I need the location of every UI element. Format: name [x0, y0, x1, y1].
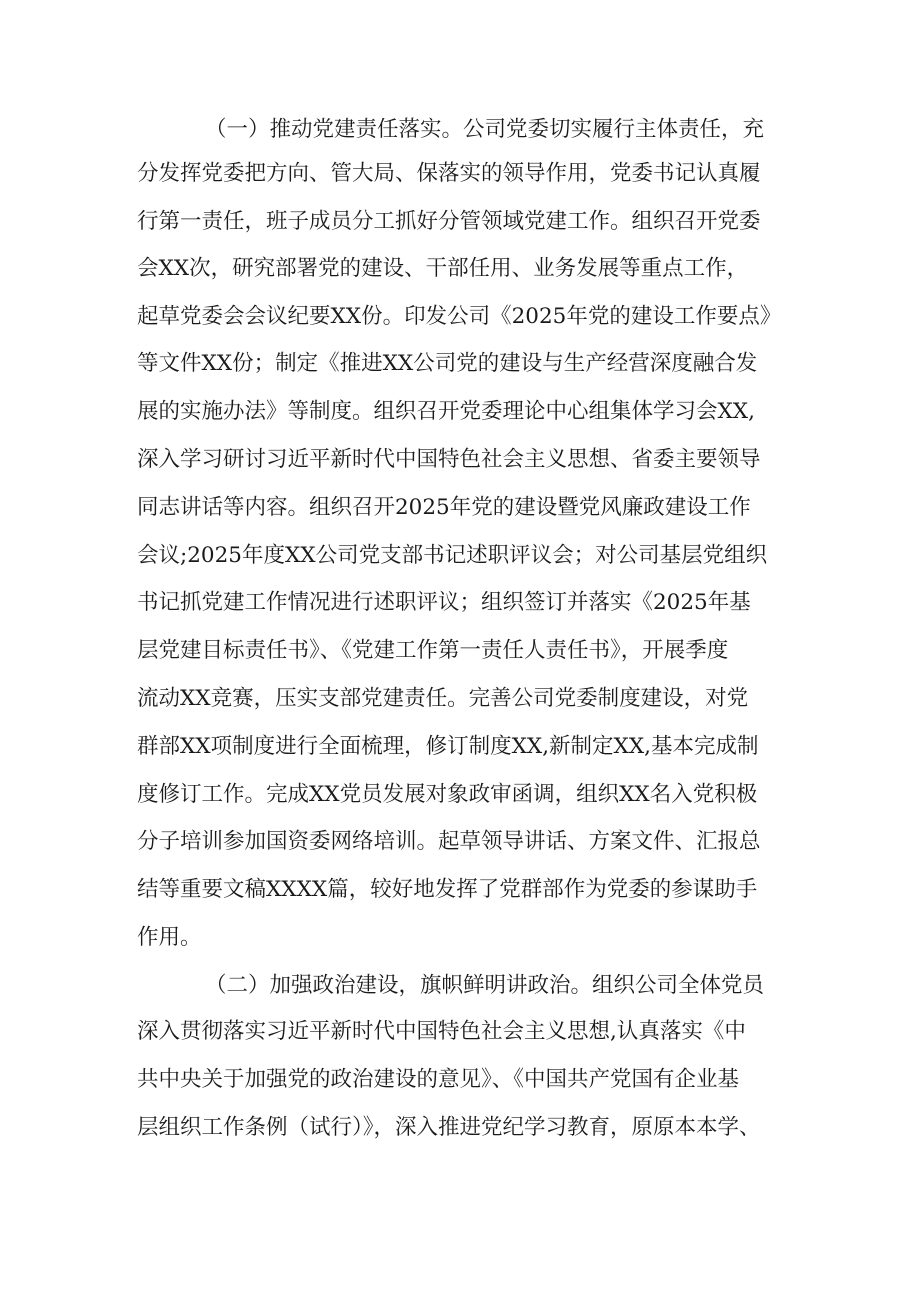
paragraph-line: 深入贯彻落实习近平新时代中国特色社会主义思想,认真落实《中 — [137, 1019, 746, 1044]
paragraph-line: 流动XX竞赛，压实支部党建责任。完善公司党委制度建设，对党 — [137, 686, 749, 711]
paragraph-line: 同志讲话等内容。组织召开2025年党的建设暨党风廉政建设工作 — [137, 495, 751, 520]
paragraph-line: 会XX次，研究部署党的建设、干部任用、业务发展等重点工作， — [137, 256, 749, 281]
paragraph-line: （二）加强政治建设，旗帜鲜明讲政治。组织公司全体党员 — [205, 973, 765, 998]
paragraph-line: 书记抓党建工作情况进行述职评议；组织签订并落实《2025年基 — [137, 590, 751, 615]
paragraph-line: 层党建目标责任书》、《党建工作第一责任人责任书》，开展季度 — [137, 638, 729, 663]
paragraph-line: 共中央关于加强党的政治建设的意见》、《中国共产党国有企业基 — [137, 1067, 740, 1092]
paragraph-line: 行第一责任，班子成员分工抓好分管领域党建工作。组织召开党委 — [137, 209, 761, 234]
paragraph-line: 起草党委会会议纪要XX份。印发公司《2025年党的建设工作要点》 — [137, 304, 782, 329]
paragraph-line: （一）推动党建责任落实。公司党委切实履行主体责任，充 — [205, 117, 765, 142]
paragraph-line: 会议;2025年度XX公司党支部书记述职评议会；对公司基层党组织 — [137, 543, 768, 568]
paragraph-line: 层组织工作条例（试行）》，深入推进党纪学习教育，原原本本学、 — [137, 1115, 761, 1140]
paragraph-line: 深入学习研讨习近平新时代中国特色社会主义思想、省委主要领导 — [137, 447, 761, 472]
paragraph-line: 结等重要文稿XXXX篇，较好地发挥了党群部作为党委的参谋助手 — [137, 877, 758, 902]
paragraph-line: 等文件XX份；制定《推进XX公司党的建设与生产经营深度融合发 — [137, 351, 758, 376]
paragraph-line: 分子培训参加国资委网络培训。起草领导讲话、方案文件、汇报总 — [137, 829, 761, 854]
paragraph-line: 度修订工作。完成XX党员发展对象政审函调，组织XX名入党积极 — [137, 782, 758, 807]
paragraph-line: 分发挥党委把方向、管大局、保落实的领导作用，党委书记认真履 — [137, 161, 761, 186]
paragraph-line: 展的实施办法》等制度。组织召开党委理论中心组集体学习会XX, — [137, 399, 755, 424]
paragraph-line: 作用。 — [137, 925, 202, 950]
paragraph-line: 群部XX项制度进行全面梳理，修订制度XX,新制定XX,基本完成制 — [137, 734, 759, 759]
